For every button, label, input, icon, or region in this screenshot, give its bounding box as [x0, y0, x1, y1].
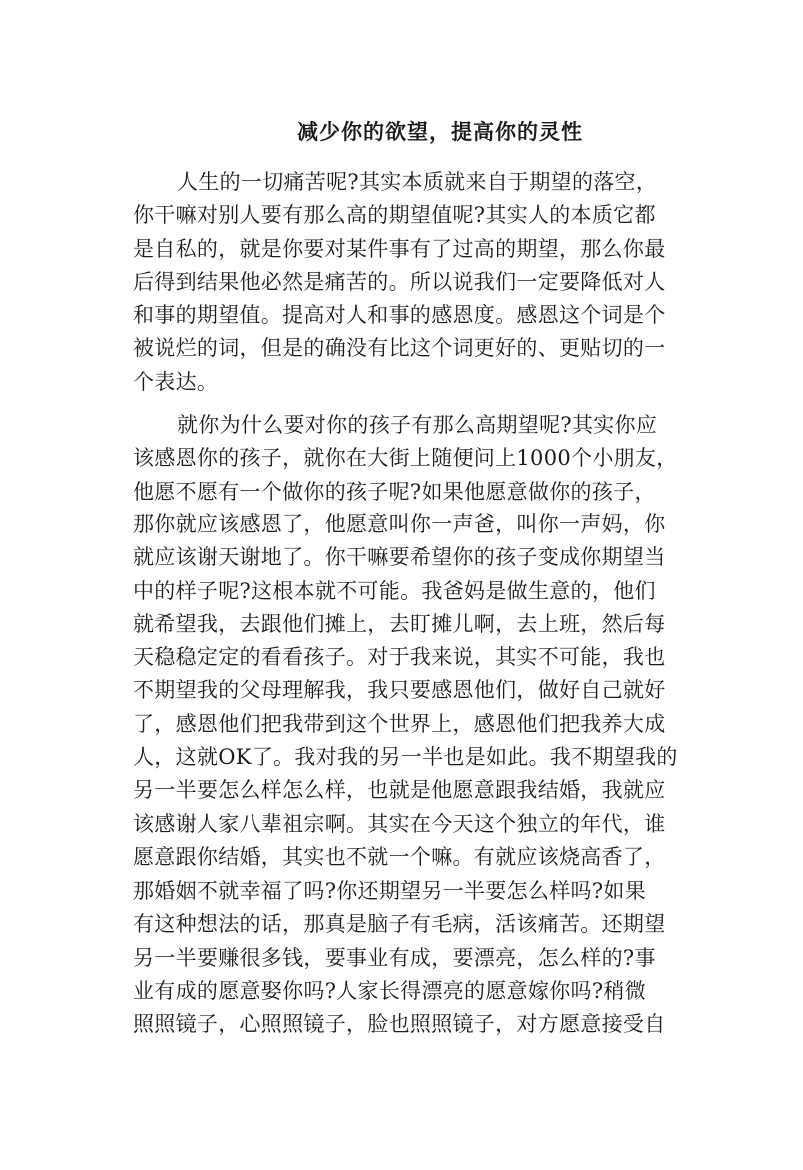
text-line: 被说烂的词，但是的确没有比这个词更好的、更贴切的一	[133, 336, 666, 361]
document-title: 减少你的欲望，提高你的灵性	[297, 119, 583, 144]
text-line: 是自私的，就是你要对某件事有了过高的期望，那么你最	[133, 236, 666, 261]
paragraph-2	[133, 409, 678, 509]
text-line: 天稳稳定定的看看孩子。对于我来说，其实不可能，我也	[133, 645, 666, 670]
paragraph-3	[133, 508, 678, 874]
text-line: 另一半要怎么样怎么样，也就是他愿意跟我结婚，我就应	[133, 778, 666, 803]
paragraph-4	[133, 875, 678, 1041]
text-line: 他愿不愿有一个做你的孩子呢?如果他愿意做你的孩子，	[133, 479, 656, 504]
text-line: 就希望我，去跟他们摊上，去盯摊儿啊，去上班，然后每	[133, 611, 666, 636]
text-line: 就应该谢天谢地了。你干嘛要希望你的孩子变成你期望当	[133, 545, 666, 570]
text-line: 另一半要赚很多钱，要事业有成，要漂亮，怎么样的?事	[133, 945, 656, 970]
text-line: 该感谢人家八辈祖宗啊。其实在今天这个独立的年代，谁	[133, 811, 666, 836]
text-line: 你干嘛对别人要有那么高的期望值呢?其实人的本质它都	[133, 203, 656, 228]
text-line: 了，感恩他们把我带到这个世界上，感恩他们把我养大成	[133, 711, 666, 736]
text-line: 不期望我的父母理解我，我只要感恩他们，做好自己就好	[133, 678, 666, 703]
text-line: 个表达。	[133, 369, 219, 394]
text-line: 照照镜子，心照照镜子，脸也照照镜子，对方愿意接受自	[133, 1012, 666, 1037]
text-line: 那婚姻不就幸福了吗?你还期望另一半要怎么样吗?如果	[133, 879, 647, 903]
text-line: 该感恩你的孩子，就你在大街上随便问上1000个小朋友，	[133, 446, 678, 471]
text-line: 人，这就OK了。我对我的另一半也是如此。我不期望我的	[133, 745, 678, 770]
text-line: 就你为什么要对你的孩子有那么高期望呢?其实你应	[177, 413, 658, 437]
text-line: 愿意跟你结婚，其实也不就一个嘛。有就应该烧高香了，	[133, 844, 666, 869]
text-line: 人生的一切痛苦呢?其实本质就来自于期望的落空，	[177, 170, 658, 194]
text-line: 那你就应该感恩了，他愿意叫你一声爸，叫你一声妈，你	[133, 512, 666, 536]
text-line: 有这种想法的话，那真是脑子有毛病，活该痛苦。还期望	[133, 912, 666, 937]
text-line: 中的样子呢?这根本就不可能。我爸妈是做生意的，他们	[133, 578, 656, 603]
text-line: 和事的期望值。提高对人和事的感恩度。感恩这个词是个	[133, 303, 666, 328]
paragraph-1	[133, 166, 678, 399]
text-line: 业有成的愿意娶你吗?人家长得漂亮的愿意嫁你吗?稍微	[133, 978, 647, 1003]
text-line: 后得到结果他必然是痛苦的。所以说我们一定要降低对人	[133, 269, 666, 294]
